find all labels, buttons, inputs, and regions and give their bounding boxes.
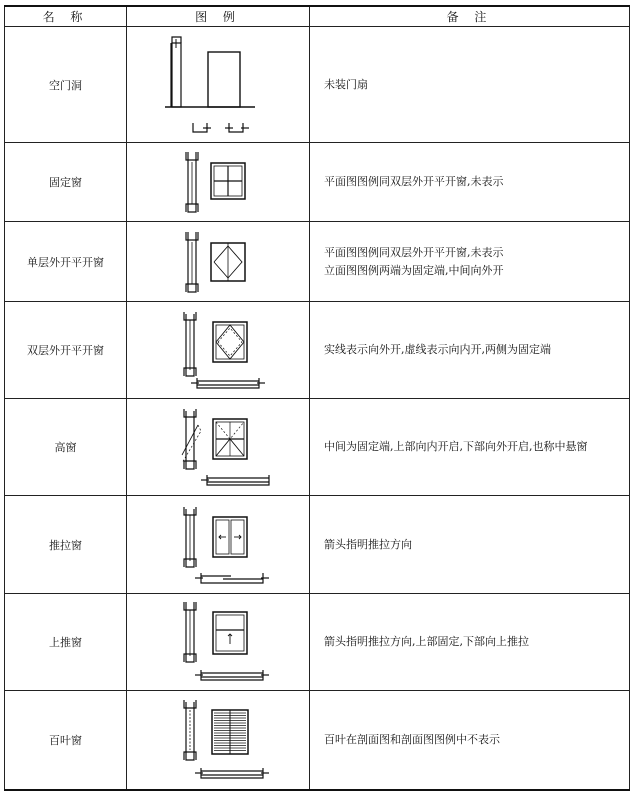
legend-table bbox=[4, 5, 630, 791]
fixed-window-icon bbox=[178, 148, 258, 216]
louver-window-icon bbox=[163, 696, 273, 784]
row-name: 百叶窗 bbox=[5, 691, 127, 790]
row-note bbox=[310, 594, 630, 691]
row-note bbox=[310, 27, 630, 143]
note-line: 百叶在剖面图和剖面图图例中不表示 bbox=[324, 732, 500, 746]
table-row bbox=[5, 399, 630, 496]
row-figure bbox=[127, 27, 310, 143]
row-figure bbox=[127, 496, 310, 594]
row-figure bbox=[127, 143, 310, 222]
table-row bbox=[5, 594, 630, 691]
row-figure bbox=[127, 222, 310, 302]
row-note bbox=[310, 143, 630, 222]
row-note bbox=[310, 496, 630, 594]
double-casement-window-icon bbox=[163, 306, 273, 394]
row-figure bbox=[127, 302, 310, 399]
row-figure bbox=[127, 691, 310, 790]
table-row bbox=[5, 143, 630, 222]
table-row bbox=[5, 302, 630, 399]
header-figure: 图 例 bbox=[127, 6, 310, 27]
row-note bbox=[310, 691, 630, 790]
single-casement-window-icon bbox=[178, 228, 258, 296]
row-name: 固定窗 bbox=[5, 143, 127, 222]
row-note bbox=[310, 302, 630, 399]
row-note bbox=[310, 222, 630, 302]
sliding-window-icon bbox=[163, 501, 273, 589]
note-line: 立面图图例两端为固定端,中间向外开 bbox=[324, 263, 504, 277]
note-line: 未装门扇 bbox=[324, 77, 368, 91]
row-name: 空门洞 bbox=[5, 27, 127, 143]
table-row bbox=[5, 496, 630, 594]
door-opening-icon bbox=[163, 32, 273, 138]
row-figure bbox=[127, 399, 310, 496]
table-row bbox=[5, 222, 630, 302]
row-name: 上推窗 bbox=[5, 594, 127, 691]
note-line: 中间为固定端,上部向内开启,下部向外开启,也称中悬窗 bbox=[324, 440, 588, 453]
table-row bbox=[5, 27, 630, 143]
note-line: 箭头指明推拉方向,上部固定,下部向上推拉 bbox=[324, 635, 529, 648]
row-name: 推拉窗 bbox=[5, 496, 127, 594]
note-line: 箭头指明推拉方向 bbox=[324, 537, 412, 551]
row-note bbox=[310, 399, 630, 496]
note-line: 实线表示向外开,虚线表示向内开,两侧为固定端 bbox=[324, 343, 551, 356]
header-name: 名 称 bbox=[5, 6, 127, 27]
high-window-icon bbox=[163, 403, 273, 491]
header-row bbox=[5, 6, 630, 27]
row-name: 高窗 bbox=[5, 399, 127, 496]
header-note: 备 注 bbox=[310, 6, 630, 27]
row-figure bbox=[127, 594, 310, 691]
note-line: 平面图图例同双层外开平开窗,未表示 bbox=[324, 245, 504, 259]
sash-window-icon bbox=[163, 598, 273, 686]
note-line: 平面图图例同双层外开平开窗,未表示 bbox=[324, 175, 504, 188]
row-name: 单层外开平开窗 bbox=[5, 222, 127, 302]
row-name: 双层外开平开窗 bbox=[5, 302, 127, 399]
table-row bbox=[5, 691, 630, 790]
